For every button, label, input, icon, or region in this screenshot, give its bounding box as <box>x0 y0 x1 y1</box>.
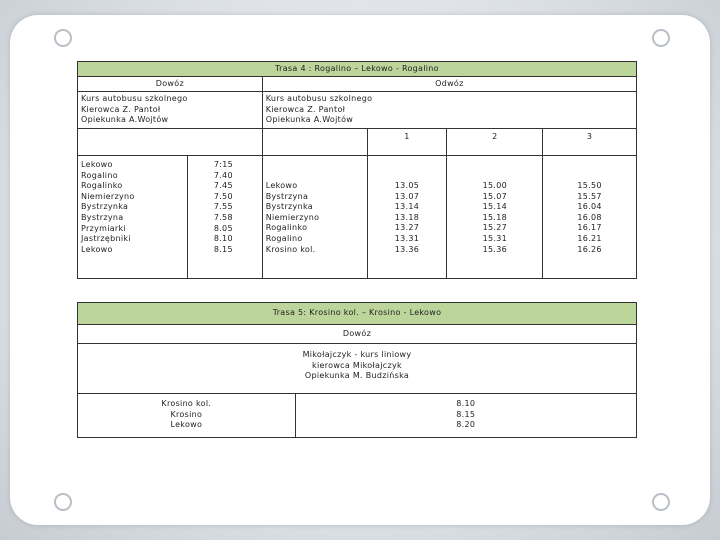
route5-stops <box>78 394 296 438</box>
route5-table <box>77 302 637 438</box>
time: 15.00 <box>482 181 507 190</box>
time: 8.20 <box>456 420 476 430</box>
time: 15.27 <box>482 223 507 233</box>
route4-odwoz-info-line: Opiekunka A.Wojtów <box>265 115 354 125</box>
route4-dowoz-info-line: Opiekunka A.Wojtów <box>81 115 169 125</box>
ring-ornament-top-right <box>652 29 670 47</box>
stop: Lekowo <box>265 181 298 190</box>
route5-info-line: Opiekunka M. Budzińska <box>304 371 410 381</box>
stop: Krosino kol. <box>161 399 212 408</box>
time: 15.07 <box>482 191 507 201</box>
time: 15.18 <box>482 212 507 222</box>
stop: Jastrzębniki <box>81 234 131 244</box>
route4-course-3-times <box>543 156 637 279</box>
route4-course-3: 3 <box>543 129 637 156</box>
route5-info <box>78 344 637 394</box>
time: 7.58 <box>213 212 233 222</box>
time: 13.07 <box>394 191 420 201</box>
time: 8.05 <box>213 223 233 233</box>
time: 7.50 <box>213 191 233 201</box>
time: 16.08 <box>577 212 602 222</box>
stop: Lekowo <box>170 420 203 430</box>
stop: Krosino <box>170 409 203 419</box>
route4-course-spacer <box>78 129 263 156</box>
route4-odwoz-info <box>262 92 636 129</box>
stop: Bystrzyna <box>265 191 309 201</box>
time: 7.55 <box>213 202 233 212</box>
stop: Lekowo <box>81 160 113 169</box>
route4-table <box>77 61 637 279</box>
route4-course-2: 2 <box>447 129 543 156</box>
route4-odwoz-info-line: Kierowca Z. Pantoł <box>265 104 346 114</box>
route4-course-1-times <box>367 156 447 279</box>
time: 16.26 <box>577 244 602 254</box>
time: 8.10 <box>456 399 476 408</box>
time: 13.27 <box>394 223 420 233</box>
stop: Przymiarki <box>81 223 126 233</box>
route4-odwoz-info-line: Kurs autobusu szkolnego <box>265 94 373 103</box>
route5-title: Trasa 5: Krosino kol. – Krosino - Lekowo <box>78 303 637 325</box>
stop: Rogalinko <box>265 223 308 233</box>
stop: Bystrzyna <box>81 212 124 222</box>
ring-ornament-bottom-left <box>54 493 72 511</box>
route4-dowoz-info-line: Kurs autobusu szkolnego <box>81 94 188 103</box>
time: 15.57 <box>577 191 602 201</box>
ring-ornament-top-left <box>54 29 72 47</box>
time: 7.40 <box>213 170 233 180</box>
time: 15.36 <box>482 244 507 254</box>
route5-dowoz-label: Dowóz <box>78 325 637 344</box>
time: 8.10 <box>213 234 233 244</box>
route5-times <box>295 394 636 438</box>
stop: Lekowo <box>81 244 113 254</box>
time: 15.50 <box>577 181 602 190</box>
time: 8.15 <box>213 244 233 254</box>
stop: Rogalino <box>265 233 303 243</box>
route4-odwoz-label: Odwóz <box>262 77 636 92</box>
route5-info-line: Mikołajczyk - kurs liniowy <box>302 350 412 359</box>
stop: Krosino kol. <box>265 244 316 254</box>
time: 13.36 <box>394 244 420 254</box>
time: 7:15 <box>213 160 233 169</box>
stop: Niemierzyno <box>81 191 135 201</box>
stop: Rogalino <box>81 170 118 180</box>
route4-dowoz-times <box>187 156 262 279</box>
route4-odwoz-stops <box>262 156 367 279</box>
time: 13.31 <box>394 233 420 243</box>
route4-course-1: 1 <box>367 129 447 156</box>
time: 15.31 <box>482 233 507 243</box>
route4-dowoz-info-line: Kierowca Z. Pantoł <box>81 104 161 114</box>
route5-info-line: kierowca Mikołajczyk <box>312 360 402 370</box>
time: 15.14 <box>482 202 507 212</box>
time: 8.15 <box>456 409 476 419</box>
time: 13.05 <box>394 181 420 190</box>
route4-dowoz-stops <box>78 156 188 279</box>
time: 16.21 <box>577 233 602 243</box>
route4-dowoz-label: Dowóz <box>78 77 263 92</box>
time: 16.17 <box>577 223 602 233</box>
time: 13.14 <box>394 202 420 212</box>
route4-course-spacer-left <box>262 129 367 156</box>
stop: Niemierzyno <box>265 212 320 222</box>
stop: Rogalinko <box>81 181 123 191</box>
stop: Bystrzynka <box>81 202 129 212</box>
route4-dowoz-info <box>78 92 263 129</box>
time: 16.04 <box>577 202 602 212</box>
stop: Bystrzynka <box>265 202 313 212</box>
route4-title: Trasa 4 : Rogalino – Lekowo - Rogalino <box>78 62 637 77</box>
ring-ornament-bottom-right <box>652 493 670 511</box>
time: 13.18 <box>394 212 420 222</box>
route4-course-2-times <box>447 156 543 279</box>
time: 7.45 <box>213 181 233 191</box>
